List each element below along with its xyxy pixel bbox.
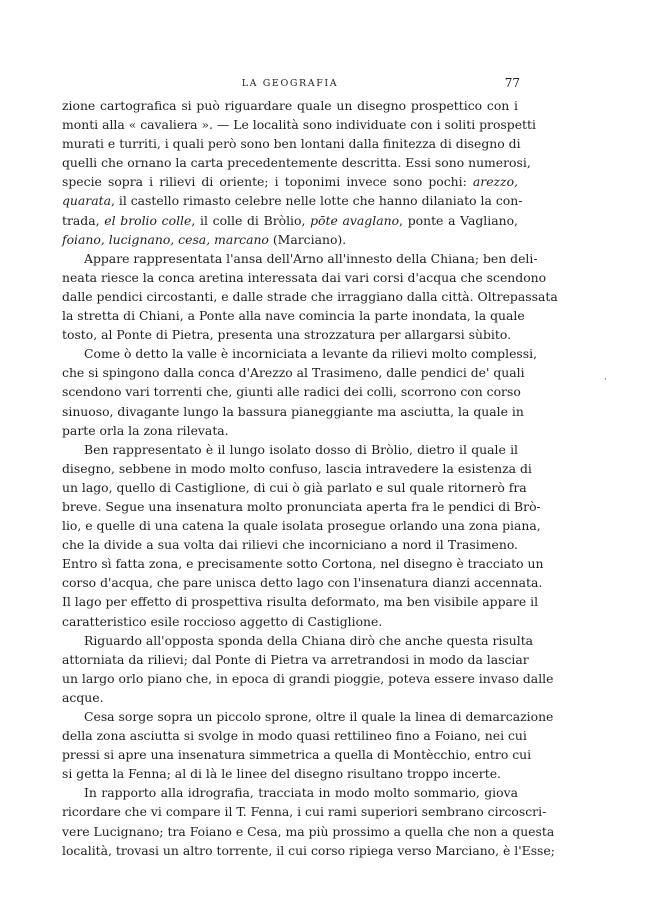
body-text xyxy=(62,96,558,860)
running-head xyxy=(60,76,520,94)
text-line: Entro sì fatta zona, e precisamente sotto Cortona, nel disegno è tracciato un xyxy=(62,556,544,572)
toponym: foiano, lucignano, cesa, marcano xyxy=(62,231,269,247)
text-line: Il lago per effetto di prospettiva risulta deformato, ma ben visibile appare il xyxy=(62,594,539,610)
text-line: Appare rappresentata l'ansa dell'Arno all'innesto della Chiana; ben deli- xyxy=(84,250,538,266)
text-line: dalle pendici circostanti, e dalle strade che irraggiano dalla città. Oltrepassata xyxy=(62,288,558,304)
text-line: la stretta di Chiani, a Ponte alla nave comincia la parte inondata, la quale xyxy=(62,308,525,324)
text-line: acque. xyxy=(62,689,104,705)
text-line: scendono vari torrenti che, giunti alle radici dei colli, scorrono con corso xyxy=(62,384,521,400)
toponym: el brolio colle xyxy=(104,212,192,228)
text-line: In rapporto alla idrografia, tracciata in modo molto sommario, giova xyxy=(84,785,518,801)
text-line: pressi si apre una insenatura simmetrica a quella di Montècchio, entro cui xyxy=(62,747,532,763)
text-line: monti alla « cavaliera ». — Le località sono individuate con i soliti prospetti xyxy=(62,117,536,133)
text-line: sinuoso, divagante lungo la bassura pianeggiante ma asciutta, la quale in xyxy=(62,403,524,419)
text-line: tosto, al Ponte di Pietra, presenta una strozzatura per allargarsi sùbito. xyxy=(62,327,512,343)
text-line: quelli che ornano la carta precedentemente descritta. Essi sono numerosi, xyxy=(62,155,531,171)
text-line: caratteristico esile roccioso aggetto di Castiglione. xyxy=(62,613,383,629)
toponym: quarata xyxy=(62,193,111,209)
text-line: si getta la Fenna; al di là le linee del disegno risultano troppo incerte. xyxy=(62,766,501,782)
text-line: attorniata da rilievi; dal Ponte di Pietra va arretrandosi in modo da lasciar xyxy=(62,651,529,667)
text-line: foiano, lucignano, cesa, marcano (Marciano). xyxy=(62,231,347,247)
text-line: neata riesce la conca aretina interessata dai vari corsi d'acqua che scendono xyxy=(62,269,547,285)
margin-mark: · xyxy=(604,375,607,385)
text-line: parte orla la zona rilevata. xyxy=(62,422,229,438)
toponym: pōte avaglano xyxy=(310,212,400,228)
text-line: specie sopra i rilievi di oriente; i toponimi invece sono pochi: arezzo, xyxy=(62,174,518,190)
text-line: breve. Segue una insenatura molto pronunciata aperta fra le pendici di Brò- xyxy=(62,498,541,514)
toponym: arezzo, xyxy=(472,174,518,190)
text-line: della zona asciutta si svolge in modo quasi rettilineo fino a Foiano, nei cui xyxy=(62,728,527,744)
text-line: Ben rappresentato è il lungo isolato dosso di Bròlio, dietro il quale il xyxy=(84,441,518,457)
text-line: un largo orlo piano che, in epoca di grandi pioggie, poteva essere invaso dalle xyxy=(62,670,554,686)
text-line: murati e turriti, i quali però sono ben lontani dalla finitezza di disegno di xyxy=(62,136,521,152)
text-line: Come ò detto la valle è incorniciata a levante da rilievi molto complessi, xyxy=(84,346,538,362)
text-line: trada, el brolio colle, il colle di Bròlio, pōte avaglano, ponte a Vagliano, xyxy=(62,212,519,228)
text-line: Cesa sorge sopra un piccolo sprone, oltre il quale la linea di demarcazione xyxy=(84,709,554,724)
text-line: che si spingono dalla conca d'Arezzo al Trasimeno, dalle pendici de' quali xyxy=(62,365,525,381)
text-line: un lago, quello di Castiglione, di cui ò già parlato e sul quale ritornerò fra xyxy=(62,479,527,495)
text-line: quarata, il castello rimasto celebre nelle lotte che hanno dilaniato la con- xyxy=(62,193,523,209)
text-line: corso d'acqua, che pare unisca detto lago con l'insenatura dianzi accennata. xyxy=(62,575,543,591)
text-line: disegno, sebbene in modo molto confuso, lascia intravedere la esistenza di xyxy=(62,460,532,476)
text-line: che la divide a sua volta dai rilievi che incorniciano a nord il Trasimeno. xyxy=(62,537,518,553)
page-number: 77 xyxy=(504,76,520,90)
text-line: Riguardo all'opposta sponda della Chiana dirò che anche questa risulta xyxy=(84,632,534,648)
text-line: vere Lucignano; tra Foiano e Cesa, ma più prossimo a quella che non a questa xyxy=(62,823,555,839)
text-line: lio, e quelle di una catena la quale isolata prosegue orlando una zona piana, xyxy=(62,518,541,534)
text-line: località, trovasi un altro torrente, il cui corso ripiega verso Marciano, è l'Esse; xyxy=(62,842,555,858)
running-title: LA GEOGRAFIA xyxy=(241,78,339,89)
text-line: zione cartografica si può riguardare quale un disegno prospettico con i xyxy=(62,98,518,113)
text-line: ricordare che vi compare il T. Fenna, i cui rami superiori sembrano circoscri- xyxy=(62,804,547,820)
